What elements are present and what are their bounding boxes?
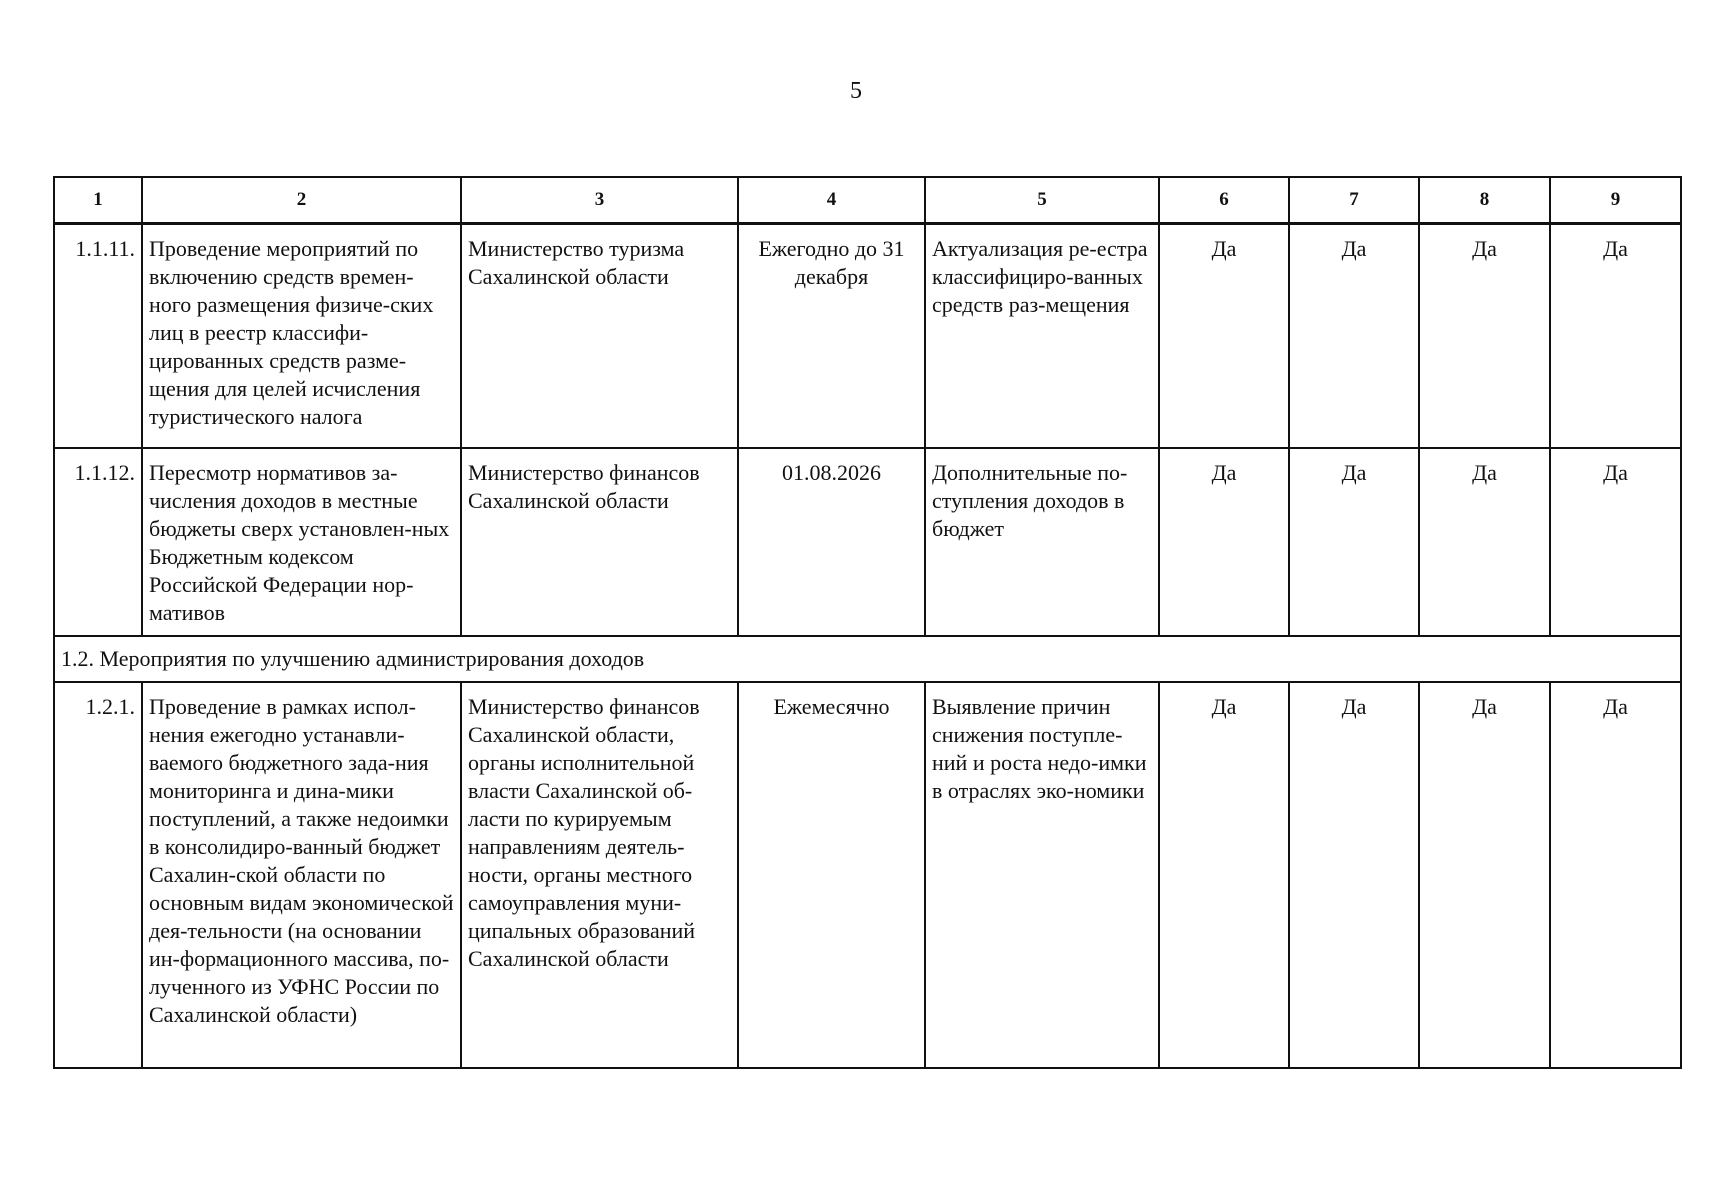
deadline-cell: 01.08.2026 <box>738 448 925 636</box>
header-cell-9: 9 <box>1550 177 1681 224</box>
col8-cell: Да <box>1419 224 1550 449</box>
header-cell-5: 5 <box>925 177 1159 224</box>
responsible-cell: Министерство финансов Сахалинской области <box>461 448 738 636</box>
deadline-cell: Ежемесячно <box>738 682 925 1068</box>
section-row <box>54 636 1681 682</box>
col8-cell: Да <box>1419 682 1550 1068</box>
col9-cell: Да <box>1550 448 1681 636</box>
header-cell-2: 2 <box>142 177 461 224</box>
measure-cell: Пересмотр нормативов за-числения доходов в местные бюджеты сверх установлен-ных Бюджетным кодексом Российской Федерации нор-мативов <box>142 448 461 636</box>
col6-cell: Да <box>1159 224 1289 449</box>
col7-cell: Да <box>1289 448 1419 636</box>
table-row <box>54 448 1681 636</box>
col6-cell: Да <box>1159 448 1289 636</box>
result-cell: Выявление причин снижения поступле-ний и роста недо-имки в отраслях эко-номики <box>925 682 1159 1068</box>
section-title: 1.2. Мероприятия по улучшению администрирования доходов <box>54 636 1681 682</box>
col9-cell: Да <box>1550 682 1681 1068</box>
table-row <box>54 682 1681 1068</box>
header-cell-1: 1 <box>54 177 142 224</box>
table-header-row <box>54 177 1681 224</box>
deadline-cell: Ежегодно до 31 декабря <box>738 224 925 449</box>
col9-cell: Да <box>1550 224 1681 449</box>
header-cell-4: 4 <box>738 177 925 224</box>
measure-cell: Проведение в рамках испол-нения ежегодно устанавли-ваемого бюджетного зада-ния мониторинга и дина-мики поступлений, а также недоимки в консолидиро-ванный бюджет Сахалин-ской области по основным видам экономической дея-тельности (на основании ин-формационного массива, по-лученного из УФНС России по Сахалинской области) <box>142 682 461 1068</box>
responsible-cell: Министерство туризма Сахалинской области <box>461 224 738 449</box>
responsible-cell: Министерство финансов Сахалинской области, органы исполнительной власти Сахалинской об-ласти по курируемым направлениям деятель-ности, органы местного самоуправления муни-ципальных образований Сахалинской области <box>461 682 738 1068</box>
header-cell-8: 8 <box>1419 177 1550 224</box>
col6-cell: Да <box>1159 682 1289 1068</box>
page-number: 5 <box>850 78 862 104</box>
row-number: 1.2.1. <box>54 682 142 1068</box>
header-cell-3: 3 <box>461 177 738 224</box>
col7-cell: Да <box>1289 682 1419 1068</box>
result-cell: Актуализация ре-естра классифициро-ванных средств раз-мещения <box>925 224 1159 449</box>
table-row <box>54 224 1681 449</box>
row-number: 1.1.12. <box>54 448 142 636</box>
result-cell: Дополнительные по-ступления доходов в бюджет <box>925 448 1159 636</box>
header-cell-6: 6 <box>1159 177 1289 224</box>
col7-cell: Да <box>1289 224 1419 449</box>
measure-cell: Проведение мероприятий по включению средств времен-ного размещения физиче-ских лиц в реестр классифи-цированных средств разме-щения для целей исчисления туристического налога <box>142 224 461 449</box>
header-cell-7: 7 <box>1289 177 1419 224</box>
measures-table <box>53 176 1682 1069</box>
col8-cell: Да <box>1419 448 1550 636</box>
row-number: 1.1.11. <box>54 224 142 449</box>
